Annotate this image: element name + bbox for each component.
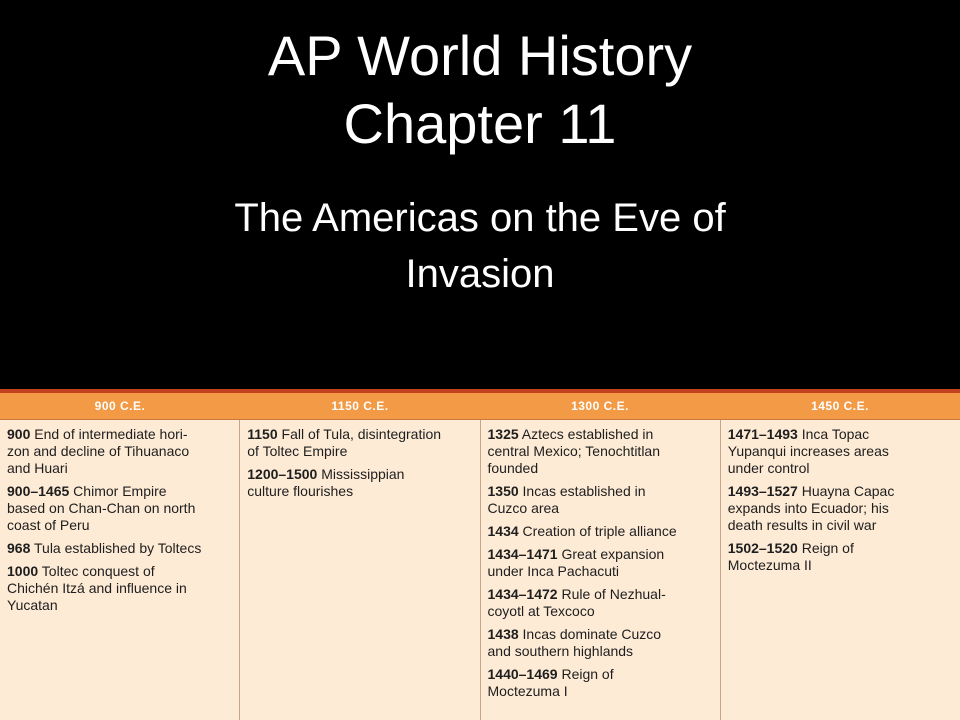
event-text: Incas established in Cuzco area [487,483,646,516]
event-text: Great expansion under Inca Pachacuti [487,546,665,579]
event-year: 1325 [487,426,519,442]
timeline-column-1300 [481,420,721,720]
event-text: Reign of Moctezuma II [727,540,854,573]
event-text: Creation of triple alliance [518,523,677,539]
timeline-event [728,426,954,477]
timeline-header-1300: 1300 C.E. [571,399,629,413]
event-text: Reign of Moctezuma I [487,666,614,699]
event-year: 900 [7,426,31,442]
timeline-column-1150 [240,420,480,720]
event-text: Tula established by Toltecs [30,540,202,556]
event-year: 1000 [7,563,39,579]
timeline-header-1150: 1150 C.E. [331,399,389,413]
timeline-event [488,426,714,477]
timeline-event [488,626,714,660]
event-year: 1434 [487,523,519,539]
timeline-event [7,563,233,614]
event-year: 1434–1472 [487,586,558,602]
timeline-table [0,389,960,720]
timeline-event [488,546,714,580]
event-year: 1200–1500 [247,466,318,482]
event-text: Inca Topac Yupanqui increases areas under control [727,426,889,476]
event-year: 1440–1469 [487,666,558,682]
event-text: Aztecs established in central Mexico; Tenochtitlan founded [487,426,660,476]
event-text: Chimor Empire based on Chan-Chan on north coast of Peru [7,483,196,533]
event-year: 1438 [487,626,519,642]
timeline-header-row [0,393,960,420]
timeline-header-900: 900 C.E. [94,399,146,413]
timeline-event [7,426,233,477]
event-year: 968 [7,540,31,556]
event-text: Fall of Tula, disintegration of Toltec Empire [247,426,442,459]
event-year: 1434–1471 [487,546,558,562]
timeline-columns [0,420,960,720]
timeline-event [728,483,954,534]
event-year: 1150 [247,426,278,442]
timeline-header-1450: 1450 C.E. [811,399,869,413]
title-line-2: Chapter 11 [343,92,617,155]
timeline-event [488,586,714,620]
event-text: Huayna Capac expands into Ecuador; his death results in civil war [727,483,895,533]
event-text: End of intermediate hori- zon and decline of Tihuanaco and Huari [7,426,190,476]
timeline-event [7,483,233,534]
timeline-column-900 [0,420,240,720]
event-year: 1493–1527 [727,483,798,499]
event-year: 900–1465 [7,483,70,499]
event-year: 1350 [487,483,519,499]
slide-subtitle [0,190,960,302]
timeline-event [488,666,714,700]
subtitle-line-2: Invasion [405,252,555,296]
timeline-event [488,523,714,540]
timeline-event [728,540,954,574]
timeline-event [247,466,473,500]
subtitle-line-1: The Americas on the Eve of [234,196,726,240]
event-year: 1502–1520 [727,540,798,556]
event-text: Rule of Nezhual- coyotl at Texcoco [487,586,666,619]
event-year: 1471–1493 [727,426,798,442]
timeline-event [7,540,233,557]
event-text: Toltec conquest of Chichén Itzá and influence in Yucatan [7,563,187,613]
event-text: Mississippian culture flourishes [247,466,405,499]
event-text: Incas dominate Cuzco and southern highlands [487,626,662,659]
title-line-1: AP World History [267,24,693,87]
timeline-event [488,483,714,517]
timeline-column-1450 [721,420,960,720]
timeline-event [247,426,473,460]
slide-title [0,22,960,158]
